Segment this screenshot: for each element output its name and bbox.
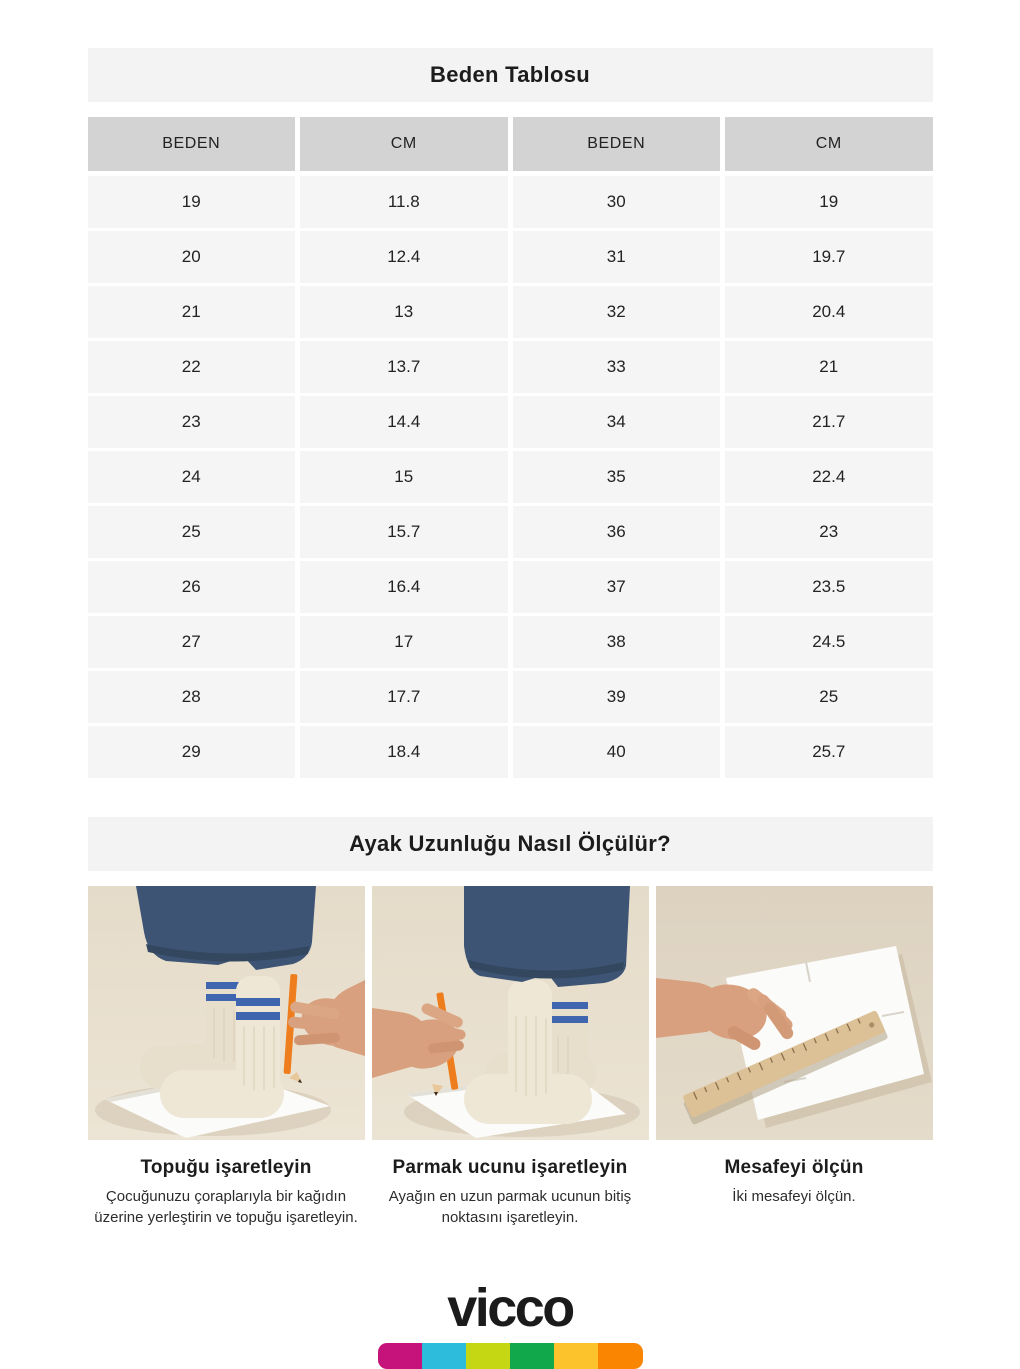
table-cell: 21.7 xyxy=(725,396,933,448)
column-header: BEDEN xyxy=(88,117,296,171)
mark-heel-photo xyxy=(88,886,365,1140)
table-cell: 15.7 xyxy=(300,506,508,558)
table-cell: 19.7 xyxy=(725,231,933,283)
table-cell: 27 xyxy=(88,616,296,668)
page-content xyxy=(88,0,933,1228)
column-header: CM xyxy=(300,117,508,171)
table-cell: 31 xyxy=(513,231,721,283)
table-cell: 33 xyxy=(513,341,721,393)
table-cell: 12.4 xyxy=(300,231,508,283)
step-description: Çocuğunuzu çoraplarıyla bir kağıdın üzerine yerleştirin ve topuğu işaretleyin. xyxy=(94,1188,358,1226)
table-cell: 37 xyxy=(513,561,721,613)
table-cell: 23.5 xyxy=(725,561,933,613)
table-cell: 21 xyxy=(88,286,296,338)
table-cell: 29 xyxy=(88,726,296,778)
table-cell: 17.7 xyxy=(300,671,508,723)
table-cell: 15 xyxy=(300,451,508,503)
table-cell: 19 xyxy=(88,176,296,228)
table-cell: 19 xyxy=(725,176,933,228)
table-cell: 26 xyxy=(88,561,296,613)
brand-footer xyxy=(0,1278,1020,1369)
table-cell: 25.7 xyxy=(725,726,933,778)
vicco-logo: vicco xyxy=(447,1278,573,1338)
table-cell: 20.4 xyxy=(725,286,933,338)
brand-color-segment xyxy=(378,1343,422,1369)
step-description: İki mesafeyi ölçün. xyxy=(732,1188,856,1205)
table-cell: 32 xyxy=(513,286,721,338)
table-cell: 39 xyxy=(513,671,721,723)
table-cell: 25 xyxy=(725,671,933,723)
table-cell: 23 xyxy=(88,396,296,448)
table-cell: 38 xyxy=(513,616,721,668)
table-cell: 18.4 xyxy=(300,726,508,778)
table-cell: 16.4 xyxy=(300,561,508,613)
table-cell: 25 xyxy=(88,506,296,558)
measure-step-toe xyxy=(372,886,649,1228)
table-cell: 34 xyxy=(513,396,721,448)
column-header: BEDEN xyxy=(513,117,721,171)
table-cell: 14.4 xyxy=(300,396,508,448)
step-title: Mesafeyi ölçün xyxy=(724,1157,864,1178)
table-cell: 35 xyxy=(513,451,721,503)
measure-step-distance xyxy=(656,886,933,1228)
table-cell: 21 xyxy=(725,341,933,393)
table-cell: 24 xyxy=(88,451,296,503)
mark-toe-photo xyxy=(372,886,649,1140)
measure-distance-photo xyxy=(656,886,933,1140)
table-cell: 13 xyxy=(300,286,508,338)
size-table-title xyxy=(88,48,933,102)
table-cell: 20 xyxy=(88,231,296,283)
table-cell: 23 xyxy=(725,506,933,558)
table-cell: 28 xyxy=(88,671,296,723)
brand-color-bar xyxy=(378,1343,643,1369)
table-cell: 13.7 xyxy=(300,341,508,393)
size-table-header xyxy=(88,117,933,171)
brand-color-segment xyxy=(510,1343,554,1369)
measure-steps xyxy=(88,886,933,1228)
measure-step-heel xyxy=(88,886,365,1228)
step-title: Parmak ucunu işaretleyin xyxy=(392,1157,628,1178)
measure-section-title xyxy=(88,817,933,871)
brand-color-segment xyxy=(422,1343,466,1369)
table-cell: 30 xyxy=(513,176,721,228)
table-cell: 11.8 xyxy=(300,176,508,228)
step-title: Topuğu işaretleyin xyxy=(140,1157,312,1178)
size-table-body xyxy=(88,176,933,778)
column-header: CM xyxy=(725,117,933,171)
table-cell: 40 xyxy=(513,726,721,778)
table-cell: 22 xyxy=(88,341,296,393)
step-description: Ayağın en uzun parmak ucunun bitiş noktasını işaretleyin. xyxy=(388,1188,632,1226)
table-cell: 22.4 xyxy=(725,451,933,503)
measure-section-title-label: Ayak Uzunluğu Nasıl Ölçülür? xyxy=(349,831,671,856)
brand-color-segment xyxy=(598,1343,642,1369)
brand-color-segment xyxy=(466,1343,510,1369)
size-table-title-label: Beden Tablosu xyxy=(430,62,590,87)
table-cell: 36 xyxy=(513,506,721,558)
brand-color-segment xyxy=(554,1343,598,1369)
table-cell: 17 xyxy=(300,616,508,668)
table-cell: 24.5 xyxy=(725,616,933,668)
